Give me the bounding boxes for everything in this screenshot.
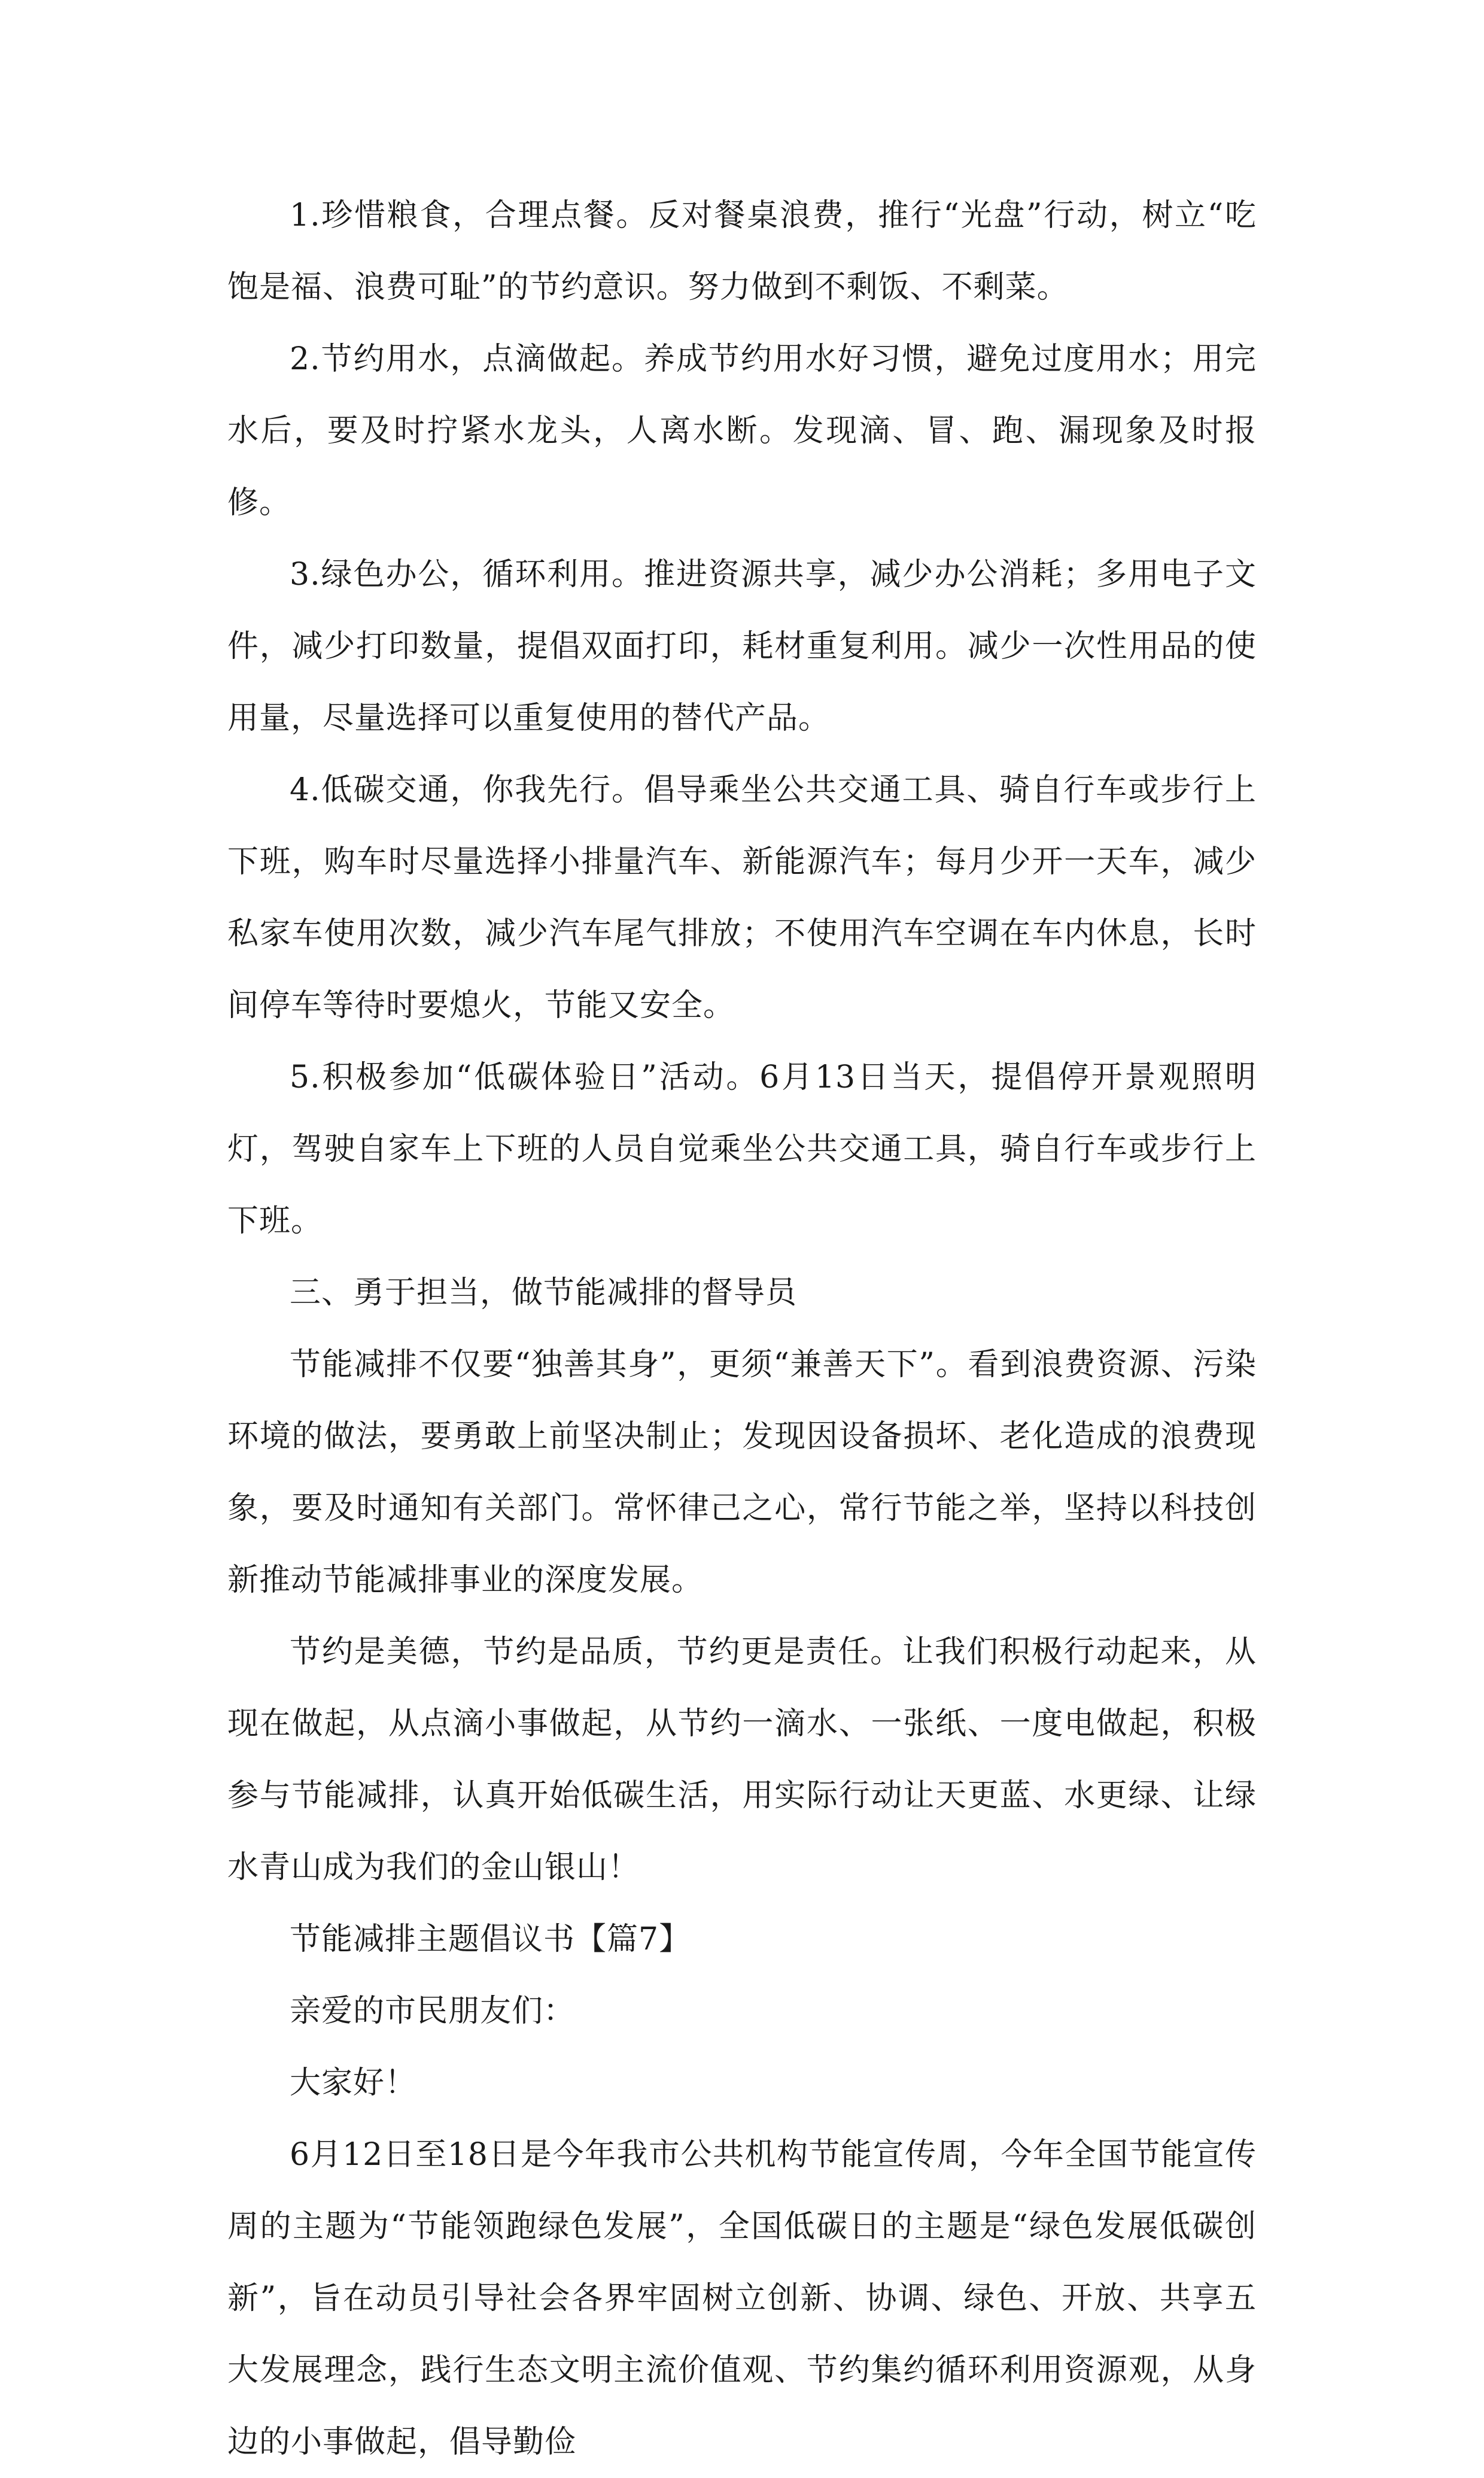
paragraph-closing: 节约是美德，节约是品质，节约更是责任。让我们积极行动起来，从现在做起，从点滴小事做起，从节约一滴水、一张纸、一度电做起，积极参与节能减排，认真开始低碳生活，用实际行动让天更蓝、水更绿、让绿水青山成为我们的金山银山！	[227, 1634, 1257, 1885]
salutation: 亲爱的市民朋友们：	[290, 1993, 576, 2029]
greeting: 大家好！	[290, 2065, 417, 2101]
paragraph-item-4: 4.低碳交通，你我先行。倡导乘坐公共交通工具、骑自行车或步行上下班，购车时尽量选择小排量汽车、新能源汽车；每月少开一天车，减少私家车使用次数，减少汽车尾气排放；不使用汽车空调在车内休息，长时间停车等待时要熄火，节能又安全。	[227, 772, 1257, 1024]
paragraph-item-1: 1.珍惜粮食，合理点餐。反对餐桌浪费，推行“光盘”行动，树立“吃饱是福、浪费可耻”的节约意识。努力做到不剩饭、不剩菜。	[227, 198, 1257, 305]
paragraph-intro: 6月12日至18日是今年我市公共机构节能宣传周，今年全国节能宣传周的主题为“节能领跑绿色发展”，全国低碳日的主题是“绿色发展低碳创新”，旨在动员引导社会各界牢固树立创新、协调、绿色、开放、共享五大发展理念，践行生态文明主流价值观、节约集约循环利用资源观，从身边的小事做起，倡导勤俭	[227, 2137, 1257, 2460]
section-heading: 三、勇于担当，做节能减排的督导员	[290, 1275, 798, 1311]
paragraph-item-3: 3.绿色办公，循环利用。推进资源共享，减少办公消耗；多用电子文件，减少打印数量，提倡双面打印，耗材重复利用。减少一次性用品的使用量，尽量选择可以重复使用的替代产品。	[227, 557, 1257, 736]
document-body	[227, 180, 1257, 2478]
paragraph-item-5: 5.积极参加“低碳体验日”活动。6月13日当天，提倡停开景观照明灯，驾驶自家车上下班的人员自觉乘坐公共交通工具，骑自行车或步行上下班。	[227, 1059, 1257, 1239]
paragraph-supervision: 节能减排不仅要“独善其身”，更须“兼善天下”。看到浪费资源、污染环境的做法，要勇敢上前坚决制止；发现因设备损坏、老化造成的浪费现象，要及时通知有关部门。常怀律己之心，常行节能之举，坚持以科技创新推动节能减排事业的深度发展。	[227, 1347, 1257, 1598]
paragraph-item-2: 2.节约用水，点滴做起。养成节约用水好习惯，避免过度用水；用完水后，要及时拧紧水龙头，人离水断。发现滴、冒、跑、漏现象及时报修。	[227, 341, 1257, 521]
document-title: 节能减排主题倡议书【篇7】	[290, 1921, 691, 1957]
